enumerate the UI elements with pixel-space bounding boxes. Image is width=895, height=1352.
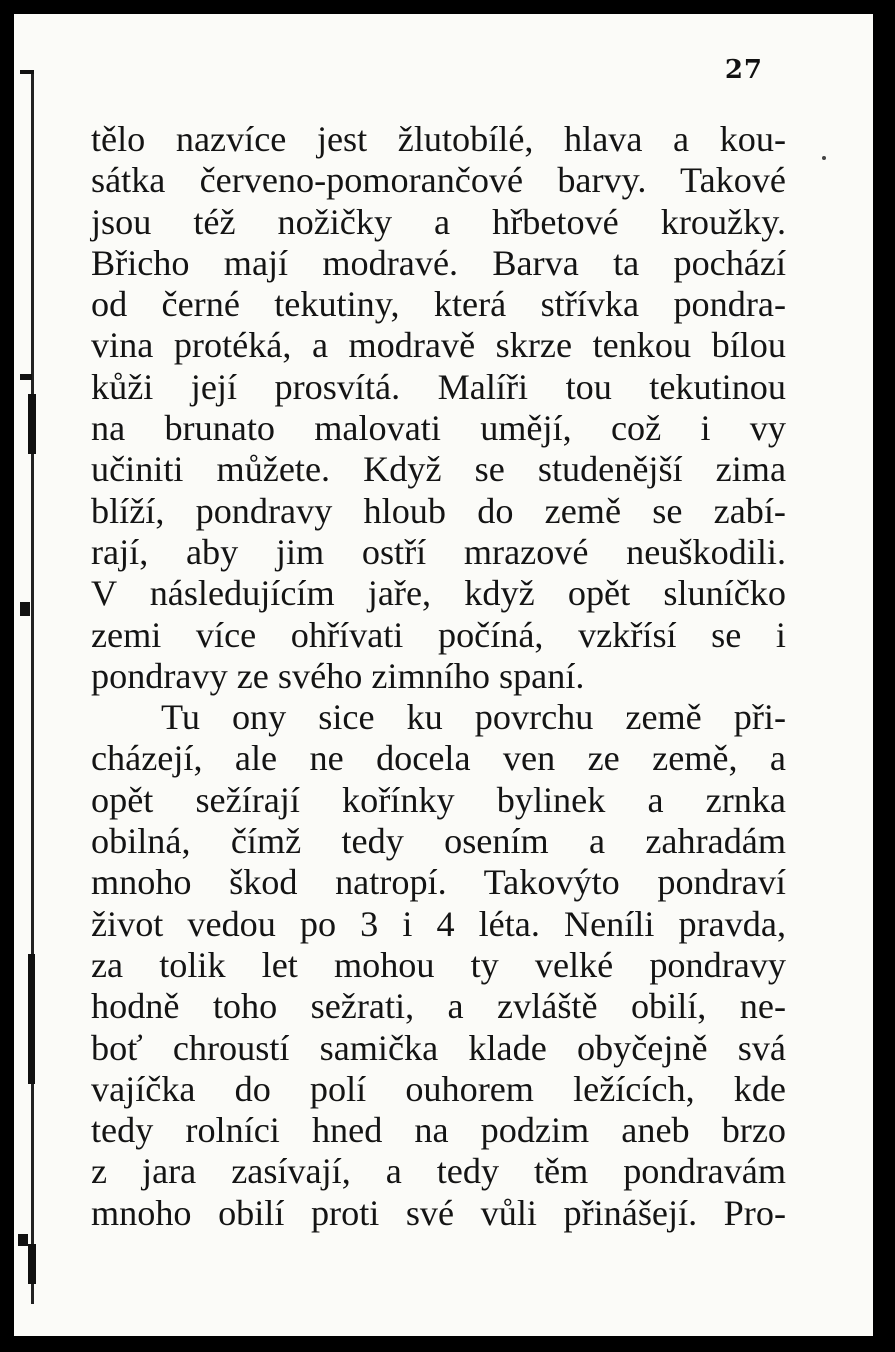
body-text [91,119,786,1234]
page-number: 27 [724,55,763,85]
text-line: V následujícím jaře, když opět sluníčko [91,573,786,614]
text-line: cházejí, ale ne docela ven ze země, a [91,738,786,779]
speck [822,156,826,160]
text-line: sátka červeno-pomorančové barvy. Takové [91,160,786,201]
text-line: jsou též nožičky a hřbetové kroužky. [91,201,786,242]
text-line: za tolik let mohou ty velké pondravy [91,944,786,985]
text-line: tedy rolníci hned na podzim aneb brzo [91,1110,786,1151]
text-line: život vedou po 3 i 4 léta. Neníli pravda, [91,903,786,944]
binding-mark [20,374,32,380]
text-line: boť chroustí samička klade obyčejně svá [91,1027,786,1068]
binding-mark [28,954,35,1084]
book-page [14,14,873,1336]
text-line: pondravy ze svého zimního spaní. [91,655,585,696]
binding-edge-line [31,74,34,1304]
text-line: od černé tekutiny, která střívka pondra- [91,284,786,325]
binding-mark [20,602,30,616]
text-line: Tu ony sice ku povrchu země při- [161,697,786,738]
text-line: opět sežírají kořínky bylinek a zrnka [91,779,786,820]
text-line: Břicho mají modravé. Barva ta pochází [91,242,786,283]
binding-mark [28,394,36,454]
text-line: mnoho obilí proti své vůli přinášejí. Pro- [91,1192,786,1233]
text-line: vina protéká, a modravě skrze tenkou bílou [91,325,786,366]
text-line: zemi více ohřívati počíná, vzkřísí se i [91,614,786,655]
text-line: učiniti můžete. Když se studenější zima [91,449,786,490]
text-line: z jara zasívají, a tedy těm pondravám [91,1151,786,1192]
text-line: hodně toho sežrati, a zvláště obilí, ne- [91,986,786,1027]
binding-mark [18,1234,28,1246]
text-line: obilná, čímž tedy osením a zahradám [91,821,786,862]
text-line: vajíčka do polí ouhorem ležících, kde [91,1068,786,1109]
binding-mark [28,1244,36,1284]
text-line: na brunato malovati umějí, což i vy [91,408,786,449]
text-line: mnoho škod natropí. Takovýto pondraví [91,862,786,903]
text-line: tělo nazvíce jest žlutobílé, hlava a kou- [91,119,786,159]
binding-mark [20,70,34,74]
text-line: rají, aby jim ostří mrazové neuškodili. [91,531,786,572]
text-line: blíží, pondravy hloub do země se zabí- [91,490,786,531]
text-line: kůži její prosvítá. Malíři tou tekutinou [91,366,786,407]
